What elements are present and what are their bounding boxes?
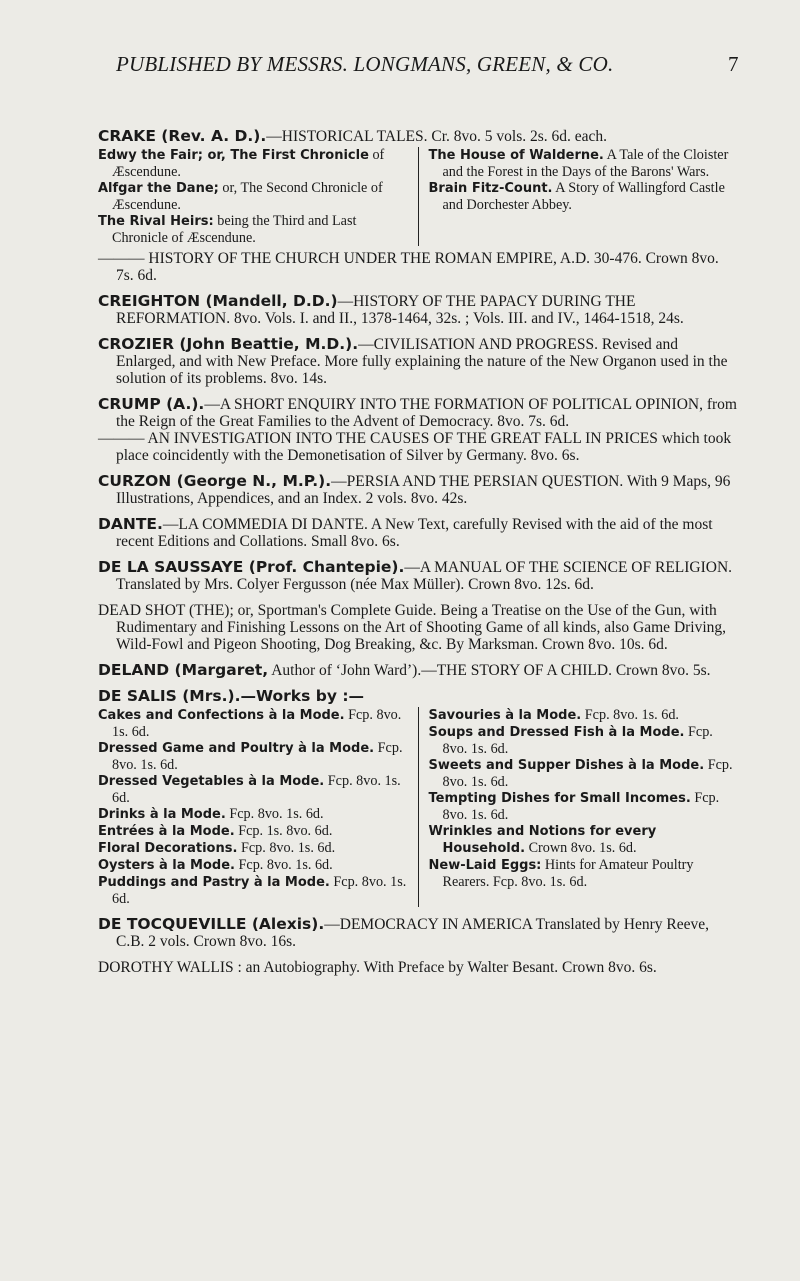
- work-title: Savouries à la Mode.: [428, 708, 582, 723]
- entry-text: —A MANUAL OF THE SCIENCE OF RELIGION. Translated by Mrs. Colyer Fergusson (née Max Müller). Crown 8vo. 12s. 6d.: [116, 559, 733, 593]
- work-details: of Æscendune.: [112, 147, 385, 180]
- work-title: Oysters à la Mode.: [98, 858, 235, 873]
- entry-author: CRAKE (Rev. A. D.).: [98, 127, 267, 145]
- entry-subwork: ——— AN INVESTIGATION INTO THE CAUSES OF THE GREAT FALL IN PRICES which took place coincidently with the Demonetisation of Silver by Germany. 8vo. 6s.: [98, 430, 732, 464]
- entry-text: Author of ‘John Ward’).—THE STORY OF A CHILD. Crown 8vo. 5s.: [268, 662, 711, 679]
- work-item: [98, 147, 408, 180]
- page-number: 7: [728, 52, 739, 76]
- work-title: Sweets and Supper Dishes à la Mode.: [428, 758, 705, 773]
- work-item: [429, 180, 739, 213]
- entry-crump: [98, 396, 738, 464]
- work-item: [98, 857, 408, 874]
- entry-author: CROZIER (John Beattie, M.D.).: [98, 335, 359, 353]
- work-title: Soups and Dressed Fish à la Mode.: [428, 725, 685, 740]
- work-details: Fcp. 8vo. 1s. 6d.: [112, 740, 403, 773]
- work-item: [429, 147, 739, 180]
- work-details: A Tale of the Cloister and the Forest in the Days of the Barons' Wars.: [442, 147, 729, 180]
- entry-text: —LA COMMEDIA DI DANTE. A New Text, carefully Revised with the aid of the most recent Editions and Collations. Small 8vo. 6s.: [116, 516, 713, 550]
- entry-saussaye: [98, 559, 738, 593]
- work-title: Edwy the Fair; or, The First Chronicle: [98, 148, 369, 163]
- header-title: PUBLISHED BY MESSRS. LONGMANS, GREEN, & CO.: [116, 52, 614, 76]
- work-item: [98, 740, 408, 773]
- work-item: [98, 213, 408, 246]
- work-details: A Story of Wallingford Castle and Dorchester Abbey.: [442, 180, 725, 213]
- work-item: [98, 773, 408, 806]
- work-details: Fcp. 8vo. 1s. 6d.: [234, 857, 333, 873]
- entry-author: DANTE.: [98, 515, 163, 533]
- entry-dead-shot: [98, 602, 738, 653]
- work-item: [98, 840, 408, 857]
- work-details: Fcp. 8vo. 1s. 6d.: [581, 707, 679, 723]
- work-item: [429, 707, 739, 724]
- two-column-list: [98, 707, 738, 907]
- work-item: [98, 874, 408, 907]
- entry-text: —DEMOCRACY IN AMERICA Translated by Henry Reeve, C.B. 2 vols. Crown 8vo. 16s.: [116, 916, 710, 950]
- work-item: [98, 180, 408, 213]
- work-details: Fcp. 8vo. 1s. 6d.: [225, 806, 324, 822]
- entry-de-salis: [98, 688, 738, 907]
- work-item: [98, 707, 408, 740]
- work-details: Crown 8vo. 1s. 6d.: [525, 840, 637, 856]
- entry-author: CREIGHTON (Mandell, D.D.): [98, 292, 338, 310]
- work-title: Brain Fitz-Count.: [428, 181, 553, 196]
- work-title: Drinks à la Mode.: [98, 807, 226, 822]
- work-item: [429, 757, 739, 790]
- entry-text: —A SHORT ENQUIRY INTO THE FORMATION OF POLITICAL OPINION, from the Reign of the Great Families to the Advent of Democracy. 8vo. 7s. 6d.: [116, 396, 737, 430]
- entry-text: —CIVILISATION AND PROGRESS. Revised and Enlarged, and with New Preface. More fully explaining the nature of the New Organon used in the solution of its problems. 8vo. 14s.: [116, 336, 728, 387]
- work-title: Puddings and Pastry à la Mode.: [98, 875, 330, 890]
- work-title: The Rival Heirs:: [98, 214, 214, 229]
- work-details: Fcp. 8vo. 1s. 6d.: [442, 757, 733, 790]
- work-title: Floral Decorations.: [98, 841, 238, 856]
- entry-author: DE SALIS (Mrs.).—Works by :—: [98, 687, 365, 705]
- entry-text: —PERSIA AND THE PERSIAN QUESTION. With 9 Maps, 96 Illustrations, Appendices, and an Index. 2 vols. 8vo. 42s.: [116, 473, 731, 507]
- entry-text: —HISTORICAL TALES. Cr. 8vo. 5 vols. 2s. 6d. each.: [266, 128, 608, 145]
- work-details: Fcp. 8vo. 1s. 6d.: [237, 840, 336, 856]
- work-title: The House of Walderne.: [428, 148, 604, 163]
- work-details: Fcp. 8vo. 1s. 6d.: [112, 874, 407, 907]
- work-details: or, The Second Chronicle of Æscendune.: [112, 180, 383, 213]
- entry-curzon: [98, 473, 738, 507]
- entry-author: DE TOCQUEVILLE (Alexis).: [98, 915, 325, 933]
- work-details: Fcp. 8vo. 1s. 6d.: [112, 773, 401, 806]
- work-details: being the Third and Last Chronicle of Æscendune.: [112, 213, 357, 246]
- entry-author: DELAND (Margaret,: [98, 661, 269, 679]
- entry-subwork: ——— HISTORY OF THE CHURCH UNDER THE ROMAN EMPIRE, A.D. 30-476. Crown 8vo. 7s. 6d.: [98, 250, 719, 284]
- work-title: Wrinkles and Notions for every Household.: [428, 824, 657, 856]
- work-title: Tempting Dishes for Small Incomes.: [428, 791, 691, 806]
- work-item: [98, 806, 408, 823]
- entry-crozier: [98, 336, 738, 387]
- work-details: Hints for Amateur Poultry Rearers. Fcp. 8vo. 1s. 6d.: [442, 857, 694, 890]
- entry-deland: [98, 662, 738, 679]
- entry-author: CURZON (George N., M.P.).: [98, 472, 332, 490]
- work-details: Fcp. 8vo. 1s. 6d.: [112, 707, 402, 740]
- work-details: Fcp. 8vo. 1s. 6d.: [442, 790, 720, 823]
- entry-author: DE LA SAUSSAYE (Prof. Chantepie).: [98, 558, 405, 576]
- work-item: [429, 823, 739, 857]
- entry-text: —HISTORY OF THE PAPACY DURING THE REFORMATION. 8vo. Vols. I. and II., 1378-1464, 32s. ; Vols. III. and IV., 1464-1518, 24s.: [116, 293, 684, 327]
- work-title: Cakes and Confections à la Mode.: [98, 708, 345, 723]
- work-details: Fcp. 1s. 8vo. 6d.: [234, 823, 333, 839]
- catalogue-content: [98, 128, 738, 985]
- work-details: Fcp. 8vo. 1s. 6d.: [442, 724, 713, 757]
- work-title: Alfgar the Dane;: [98, 181, 219, 196]
- work-title: Dressed Vegetables à la Mode.: [98, 774, 325, 789]
- entry-tocqueville: [98, 916, 738, 950]
- entry-dorothy-wallis: [98, 959, 738, 976]
- entry-text: DEAD SHOT (THE); or, Sportman's Complete Guide. Being a Treatise on the Use of the Gun, with Rudimentary and Finishing Lessons on the Art of Shooting Game of all kinds, also Game Driving, Wild-Fowl and Pigeon Shooting, Dog Breaking, &c. By Marksman. Crown 8vo. 10s. 6d.: [98, 602, 727, 653]
- entry-dante: [98, 516, 738, 550]
- work-item: [98, 823, 408, 840]
- work-item: [429, 724, 739, 757]
- entry-crake: [98, 128, 738, 284]
- work-title: New-Laid Eggs:: [428, 858, 542, 873]
- work-title: Dressed Game and Poultry à la Mode.: [98, 741, 375, 756]
- column-left: [98, 147, 419, 246]
- two-column-list: [98, 147, 738, 246]
- column-left: [98, 707, 419, 907]
- entry-author: CRUMP (A.).: [98, 395, 205, 413]
- entry-text: DOROTHY WALLIS : an Autobiography. With Preface by Walter Besant. Crown 8vo. 6s.: [98, 959, 657, 976]
- column-right: [419, 147, 739, 246]
- column-right: [419, 707, 739, 907]
- work-item: [429, 857, 739, 890]
- entry-creighton: [98, 293, 738, 327]
- work-item: [429, 790, 739, 823]
- work-title: Entrées à la Mode.: [98, 824, 235, 839]
